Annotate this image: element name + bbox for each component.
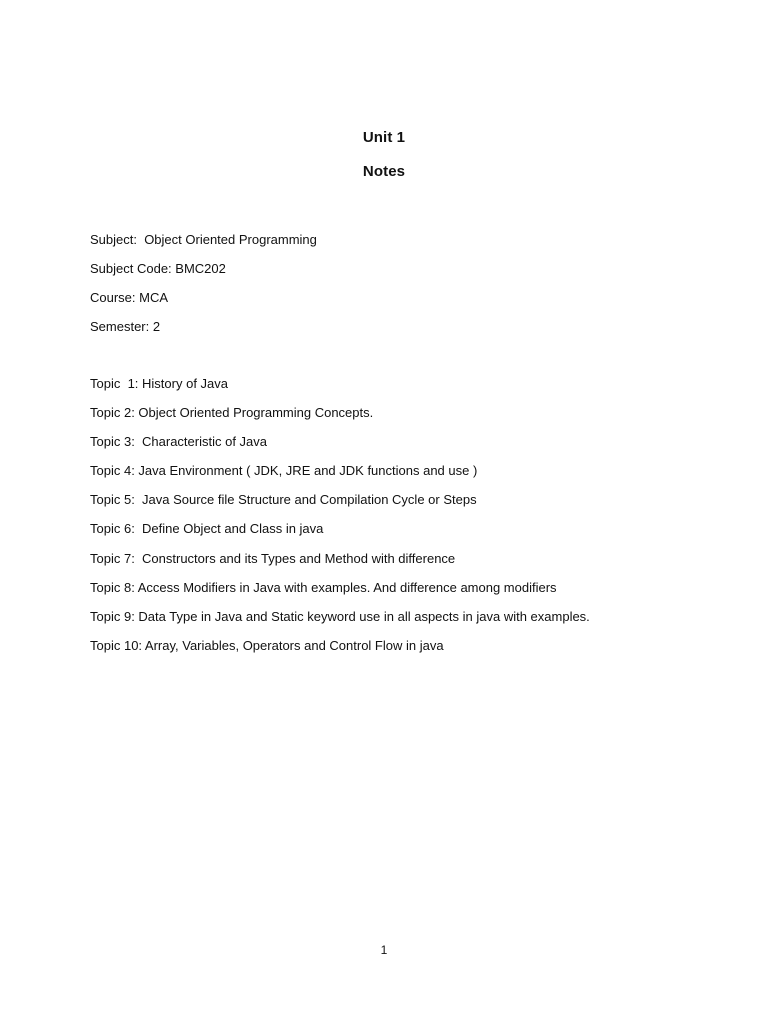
- topic-item: Topic 6: Define Object and Class in java: [90, 521, 324, 537]
- topic-item: Topic 1: History of Java: [90, 376, 228, 391]
- subject-code-line: Subject Code: BMC202: [90, 261, 226, 276]
- course-info: [90, 225, 317, 341]
- page-number: 1: [380, 943, 388, 957]
- topic-item: Topic 8: Access Modifiers in Java with examples. And difference among modifiers: [90, 579, 557, 595]
- subject-line: Subject: Object Oriented Programming: [90, 232, 317, 247]
- semester-line: Semester: 2: [90, 319, 161, 334]
- topic-item: Topic 3: Characteristic of Java: [90, 434, 268, 450]
- topic-item: Topic 9: Data Type in Java and Static keyword use in all aspects in java with examples.: [90, 608, 590, 624]
- topic-item: Topic 2: Object Oriented Programming Concepts.: [90, 405, 374, 421]
- topic-item: Topic 7: Constructors and its Types and Method with difference: [90, 550, 456, 566]
- topic-item: Topic 4: Java Environment ( JDK, JRE and JDK functions and use ): [90, 463, 478, 479]
- page-title: Unit 1: [362, 129, 406, 146]
- topic-item: Topic 5: Java Source file Structure and Compilation Cycle or Steps: [90, 492, 477, 508]
- page-subtitle: Notes: [362, 163, 406, 180]
- topic-item: Topic 10: Array, Variables, Operators and Control Flow in java: [90, 637, 444, 653]
- topic-list: [90, 369, 590, 660]
- course-line: Course: MCA: [90, 290, 169, 305]
